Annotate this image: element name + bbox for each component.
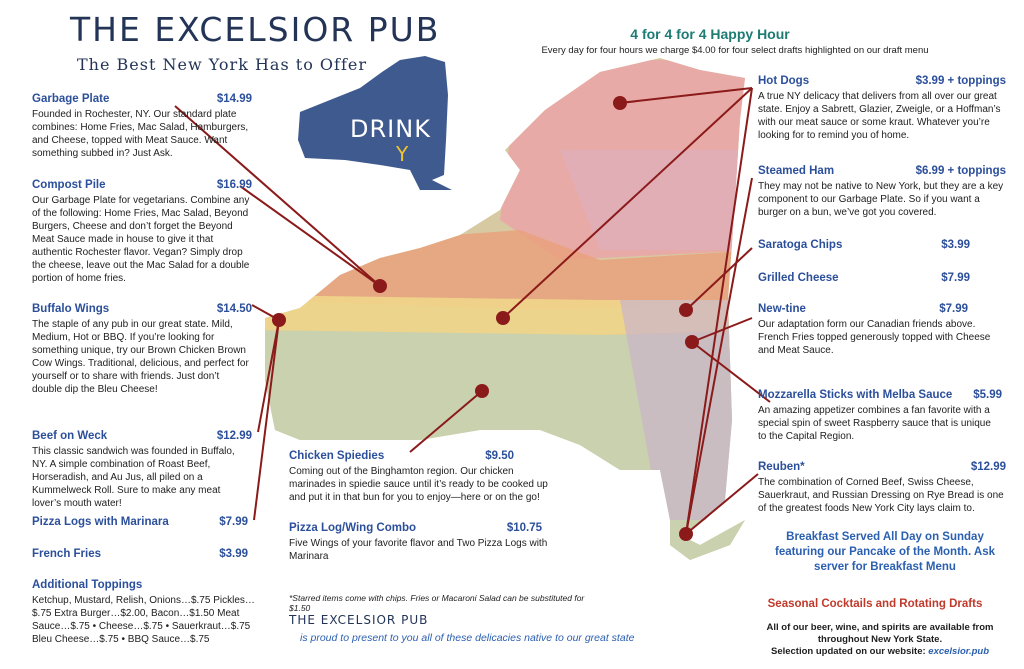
item-name: Pizza Logs with Marinara <box>32 516 169 528</box>
item-price: $12.99 <box>970 461 1006 473</box>
item-price: $7.99 <box>939 303 968 315</box>
item-name: Garbage Plate <box>32 93 110 105</box>
page-title: THE EXCELSIOR PUB <box>70 10 441 49</box>
item-name: Saratoga Chips <box>758 239 843 251</box>
item-desc: The staple of any pub in our great state. Mild, Medium, Hot or BBQ. If you’re looking for something unique, try our Brown Chicken Brown Cow Wings. Traditional, delicious, and perfect for yourself or to share with friends. Just don’t double dip the Bleu Cheese! <box>32 319 249 395</box>
item-price: $14.50 <box>216 303 252 315</box>
menu-item-compost-pile <box>32 178 252 285</box>
item-price: $10.75 <box>506 522 542 534</box>
item-desc: Our Garbage Plate for vegetarians. Combine any of the following: Home Fries, Mac Salad, Beyond Burgers, Cheese and don’t forget the Beyond Meat Sauce made in house to give it that authentic Rochester flavor. Vegan? Simply drop the cheese, leave out the Mac Salad for a double portion of home fries. <box>32 195 250 284</box>
menu-item-pizza-log-wing-combo <box>289 521 554 563</box>
item-price: $3.99 <box>941 239 970 251</box>
item-name: Additional Toppings <box>32 579 143 591</box>
item-price: $9.50 <box>485 450 514 462</box>
item-name: Reuben* <box>758 461 805 473</box>
menu-item-new-tine <box>758 302 1006 357</box>
item-name: Chicken Spiedies <box>289 450 385 462</box>
item-price: $7.99 <box>941 272 970 284</box>
item-name: Pizza Log/Wing Combo <box>289 522 417 534</box>
menu-item-hot-dogs <box>758 74 1006 142</box>
item-price: $12.99 <box>216 430 252 442</box>
menu-item-pizza-logs <box>32 515 248 530</box>
logo-drink-text: DRIN <box>350 115 415 143</box>
item-price: $3.99 + toppings <box>915 75 1006 87</box>
starred-items-note: *Starred items come with chips. Fries or Macaroni Salad can be substituted for $1.50 <box>289 593 585 613</box>
item-desc: This classic sandwich was founded in Buffalo, NY. A simple combination of Roast Beef, Horseradish, and Au Jus, all piled on a Kummelweck Roll. Sure to make any meat lover’s mouth water! <box>32 446 235 509</box>
item-desc: Founded in Rochester, NY. Our standard plate combines: Home Fries, Mac Salad, Hamburgers, and Cheese, topped with Meat Sauce. Want something subbed in? Just Ask. <box>32 109 249 159</box>
website-link[interactable]: excelsior.pub <box>928 646 990 657</box>
menu-item-steamed-ham <box>758 164 1006 219</box>
item-price: $6.99 + toppings <box>915 165 1006 177</box>
happy-hour-desc: Every day for four hours we charge $4.00 for four select drafts highlighted on our draft menu <box>541 45 929 56</box>
page-subtitle: The Best New York Has to Offer <box>77 55 367 74</box>
item-name: Mozzarella Sticks with Melba Sauce <box>758 389 953 401</box>
logo-y-text: Y <box>396 142 410 166</box>
menu-item-garbage-plate <box>32 92 252 160</box>
item-name: Grilled Cheese <box>758 272 839 284</box>
footer-tagline: is proud to present to you all of these delicacies native to our great state <box>300 632 635 644</box>
item-desc: Coming out of the Binghamton region. Our chicken marinades in spiedie sauce until it’s ready to be cooked up and put it in that bun for you to enjoy—here or on the go! <box>289 466 548 503</box>
item-price: $7.99 <box>219 516 248 528</box>
item-name: Hot Dogs <box>758 75 810 87</box>
item-price: $14.99 <box>216 93 252 105</box>
happy-hour-title: 4 for 4 for 4 Happy Hour <box>630 26 790 42</box>
item-desc: Five Wings of your favorite flavor and Two Pizza Logs with Marinara <box>289 538 548 562</box>
item-name: New-tine <box>758 303 806 315</box>
menu-item-additional-toppings <box>32 578 260 646</box>
item-desc: A true NY delicacy that delivers from all over our great state. Enjoy a Sabrett, Glazier, Zweigle, or a Hoffman’s with our meat sauce or some kraut. Whatever you’re looking for to remind you of home. <box>758 91 1001 141</box>
menu-item-grilled-cheese <box>758 271 970 286</box>
item-name: Compost Pile <box>32 179 106 191</box>
menu-item-buffalo-wings <box>32 302 252 396</box>
item-desc: An amazing appetizer combines a fan favorite with a special spin of sweet Raspberry sauce that is unique to the Capital Region. <box>758 405 991 442</box>
item-name: Buffalo Wings <box>32 303 110 315</box>
item-desc: Our adaptation form our Canadian friends above. French Fries topped generously topped with Cheese and Meat Sauce. <box>758 319 991 356</box>
menu-item-beef-on-weck <box>32 429 252 510</box>
menu-item-french-fries <box>32 547 248 562</box>
beer-site-label: Selection updated on our website: <box>770 646 926 657</box>
item-desc: They may not be native to New York, but they are a key component to our Garbage Plate. So if you want a burger on a bun, we’ve got you covered. <box>758 181 1004 218</box>
beer-notice <box>745 622 1015 658</box>
footer-logo: THE EXCELSIOR PUB <box>289 613 429 627</box>
item-price: $3.99 <box>219 548 248 560</box>
item-desc: Ketchup, Mustard, Relish, Onions…$.75 Pickles…$.75 Extra Burger…$2.00, Bacon…$1.50 Meat Sauce…$.75 • Cheese…$.75 • Sauerkraut…$.75 Bleu Cheese…$.75 • BBQ Sauce…$.75 <box>32 595 255 645</box>
drink-ny-logo <box>350 115 431 171</box>
breakfast-notice: Breakfast Served All Day on Sunday featuring our Pancake of the Month. Ask server for Breakfast Menu <box>774 531 996 573</box>
item-price: $5.99 <box>973 389 1002 401</box>
beer-text: All of our beer, wine, and spirits are available from throughout New York State. <box>766 622 994 645</box>
item-price: $16.99 <box>216 179 252 191</box>
menu-item-reuben <box>758 460 1006 515</box>
seasonal-heading: Seasonal Cocktails and Rotating Drafts <box>767 598 983 610</box>
item-name: Steamed Ham <box>758 165 835 177</box>
logo-k-text: K <box>414 115 431 143</box>
item-desc: The combination of Corned Beef, Swiss Cheese, Sauerkraut, and Russian Dressing on Rye Bread is one of the greatest foods New York City lays claim to. <box>758 477 1004 514</box>
item-name: Beef on Weck <box>32 430 108 442</box>
menu-item-saratoga-chips <box>758 238 970 253</box>
menu-item-mozzarella-sticks <box>758 388 1002 443</box>
item-name: French Fries <box>32 548 102 560</box>
menu-item-chicken-spiedies <box>289 449 554 504</box>
